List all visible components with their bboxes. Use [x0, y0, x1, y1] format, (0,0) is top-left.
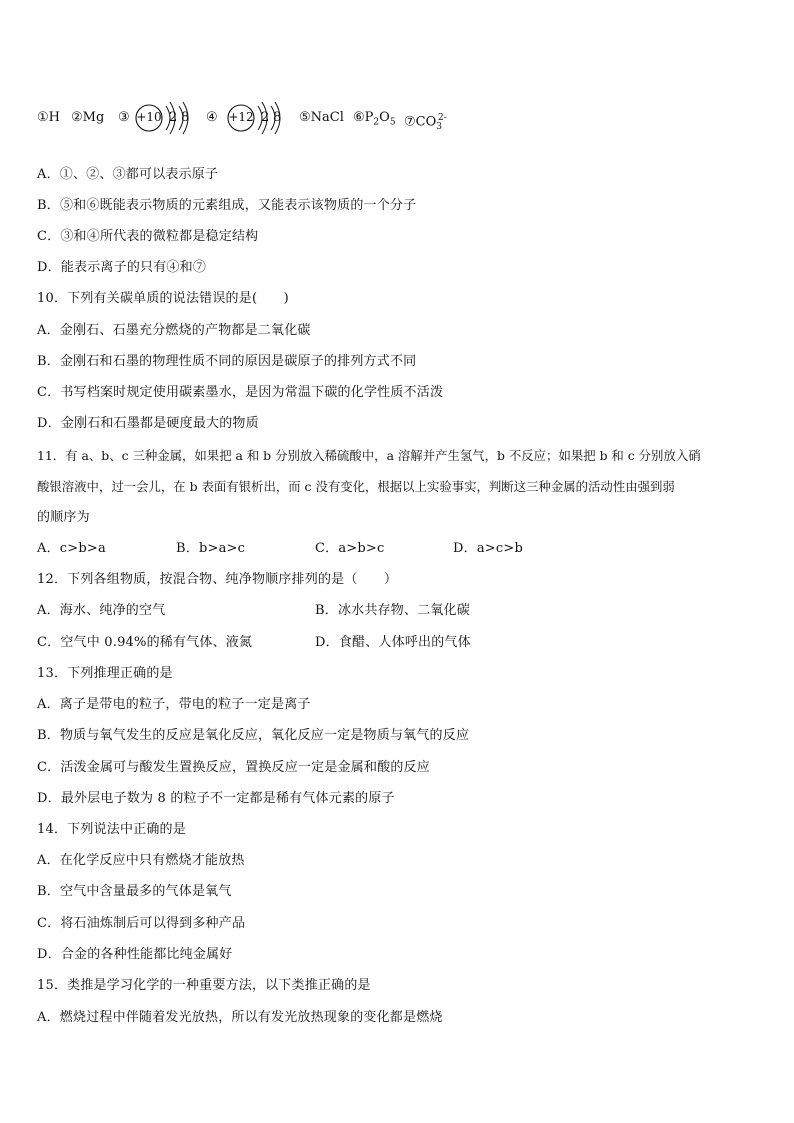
q9-option-c: C．③和④所代表的微粒都是稳定结构	[37, 229, 259, 244]
formula-p2o5-sub1: 2	[373, 117, 380, 128]
formula-carbonate-co: ⑦CO	[404, 114, 437, 130]
q10-option-b: B．金刚石和石墨的物理性质不同的原因是碳原子的排列方式不同	[37, 354, 417, 369]
q10-option-d: D．金刚石和石墨都是硬度最大的物质	[37, 416, 259, 431]
formula-p2o5-o: O	[379, 110, 390, 125]
formula-carbonate	[404, 110, 447, 135]
q9-option-a: A．①、②、③都可以表示原子	[37, 167, 219, 182]
q11-stem-line1: 11．有 a、b、c 三种金属，如果把 a 和 b 分别放入稀硫酸中，a 溶解并产生氢气，b 不反应；如果把 b 和 c 分别放入硝	[37, 448, 701, 463]
q13-stem: 13．下列推理正确的是	[37, 666, 173, 681]
q12-option-a: A．海水、纯净的空气	[37, 603, 166, 618]
q11-option-c: C．a>b>c	[315, 541, 385, 556]
q10-stem: 10．下列有关碳单质的说法错误的是( )	[37, 291, 289, 306]
formula-row	[37, 100, 457, 136]
atom-structure-diagram-magnesium-ion	[225, 100, 289, 136]
q11-option-b: B．b>a>c	[176, 541, 246, 556]
q9-option-b: B．⑤和⑥既能表示物质的元素组成，又能表示该物质的一个分子	[37, 198, 417, 213]
formula-4-label: ④	[206, 110, 218, 125]
shell-1-electrons: 2	[169, 110, 178, 125]
shell-2-electrons: 8	[181, 110, 190, 125]
formula-h: ①H	[37, 110, 60, 125]
formula-p2o5-sub2: 5	[389, 117, 396, 128]
q14-option-a: A．在化学反应中只有燃烧才能放热	[37, 853, 245, 868]
q11-option-d: D．a>c>b	[453, 541, 523, 556]
formula-mg: ②Mg	[71, 110, 105, 125]
q14-option-d: D．合金的各种性能都比纯金属好	[37, 947, 233, 962]
q10-option-a: A．金刚石、石墨充分燃烧的产物都是二氧化碳	[37, 323, 311, 338]
formula-carbonate-charge: 2-	[438, 113, 447, 123]
q13-option-b: B．物质与氧气发生的反应是氧化反应，氧化反应一定是物质与氧气的反应	[37, 728, 470, 743]
shell-2-electrons: 8	[273, 110, 282, 125]
q9-option-d: D．能表示离子的只有④和⑦	[37, 260, 207, 275]
q12-option-b: B．冰水共存物、二氧化碳	[315, 603, 470, 618]
q11-stem-line3: 的顺序为	[37, 510, 90, 525]
formula-3-label: ③	[118, 110, 130, 125]
q12-option-c: C．空气中 0.94%的稀有气体、液氮	[37, 635, 253, 650]
formula-p2o5-p: ⑥P	[353, 110, 374, 125]
q14-stem: 14．下列说法中正确的是	[37, 822, 186, 837]
q13-option-c: C．活泼金属可与酸发生置换反应，置换反应一定是金属和酸的反应	[37, 760, 430, 775]
q13-option-a: A．离子是带电的粒子，带电的粒子一定是离子	[37, 697, 311, 712]
q12-option-d: D．食醋、人体呼出的气体	[315, 635, 471, 650]
q14-option-b: B．空气中含量最多的气体是氧气	[37, 884, 232, 899]
q14-option-c: C．将石油炼制后可以得到多种产品	[37, 916, 246, 931]
nucleus-charge: +10	[136, 110, 162, 124]
formula-p2o5	[353, 110, 396, 131]
nucleus-charge: +12	[228, 110, 254, 124]
shell-1-electrons: 2	[261, 110, 270, 125]
q13-option-d: D．最外层电子数为 8 的粒子不一定都是稀有气体元素的原子	[37, 791, 395, 806]
formula-carbonate-sub: 3	[436, 121, 442, 132]
q15-stem: 15．类推是学习化学的一种重要方法，以下类推正确的是	[37, 978, 371, 993]
q15-option-a: A．燃烧过程中伴随着发光放热，所以有发光放热现象的变化都是燃烧	[37, 1010, 443, 1025]
q10-option-c: C．书写档案时规定使用碳素墨水，是因为常温下碳的化学性质不活泼	[37, 385, 444, 400]
q11-option-a: A．c>b>a	[37, 541, 106, 556]
q12-stem: 12．下列各组物质，按混合物、纯净物顺序排列的是（ ）	[37, 572, 398, 587]
formula-nacl: ⑤NaCl	[299, 110, 344, 125]
atom-structure-diagram-neon	[133, 100, 197, 136]
q11-stem-line2: 酸银溶液中，过一会儿，在 b 表面有银析出，而 c 没有变化，根据以上实验事实，判断这三种金属的活动性由强到弱	[37, 479, 675, 494]
